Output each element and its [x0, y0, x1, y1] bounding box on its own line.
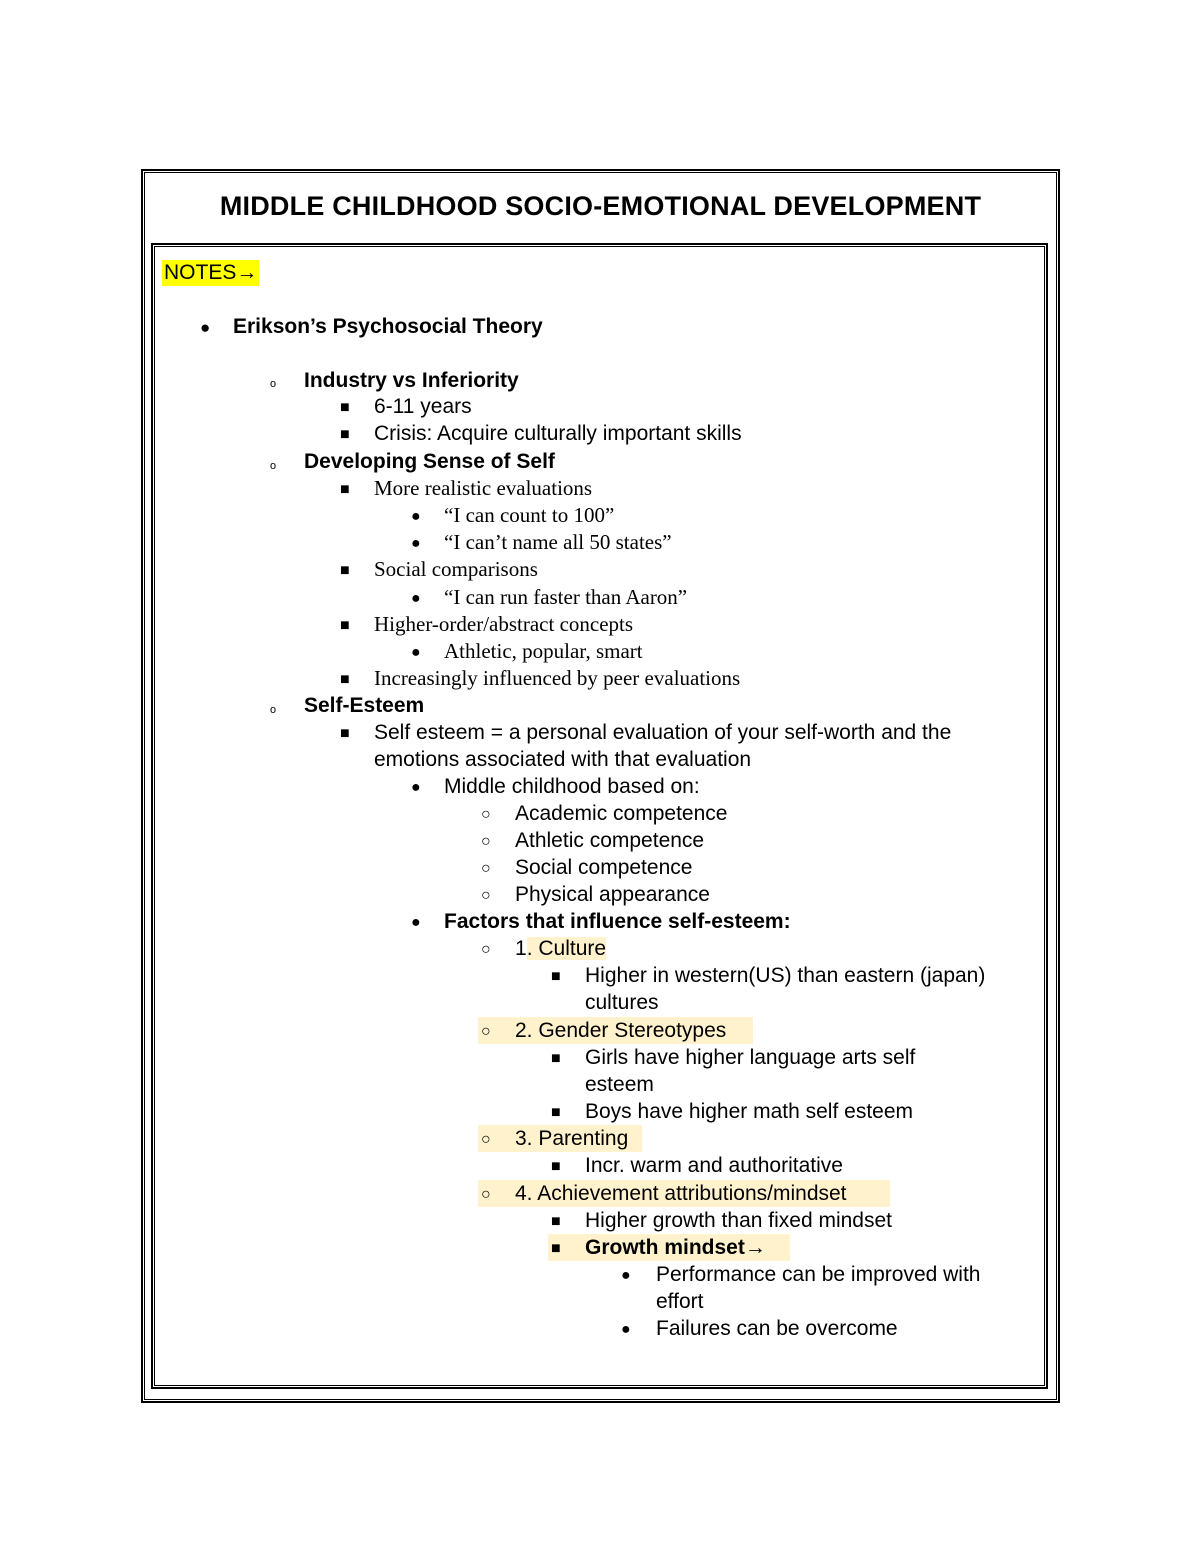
item-growth-fixed: Higher growth than fixed mindset	[585, 1209, 892, 1232]
square-bullet-icon: ■	[551, 1213, 561, 1230]
culture-label: . Culture	[526, 937, 607, 960]
item-peer: Increasingly influenced by peer evaluations	[374, 666, 741, 690]
disc-bullet-icon: ●	[411, 914, 421, 931]
item-parenting: 3. Parenting	[515, 1127, 629, 1150]
item-states: “I can’t name all 50 states”	[444, 530, 672, 554]
document-title: MIDDLE CHILDHOOD SOCIO-EMOTIONAL DEVELOPMENT	[219, 191, 982, 221]
item-physical: Physical appearance	[515, 883, 710, 906]
notes-label: NOTES→	[164, 261, 258, 284]
square-bullet-icon: ■	[340, 562, 350, 579]
square-bullet-icon: ■	[340, 481, 350, 498]
disc-bullet-icon: ●	[411, 590, 421, 607]
item-aaron: “I can run faster than Aaron”	[444, 585, 688, 609]
culture-number: 1	[515, 937, 527, 960]
ring-bullet-icon: ○	[481, 1023, 491, 1040]
disc-bullet-icon: ●	[411, 779, 421, 796]
item-definition-line2: emotions associated with that evaluation	[374, 748, 752, 771]
item-performance-line2: effort	[656, 1290, 704, 1313]
ring-bullet-icon: ○	[481, 860, 491, 877]
document-frame	[141, 169, 1060, 1403]
item-western-line1: Higher in western(US) than eastern (japan)	[585, 964, 986, 987]
square-bullet-icon: ■	[551, 1050, 561, 1067]
square-bullet-icon: ■	[340, 399, 350, 416]
heading-sense-of-self: Developing Sense of Self	[304, 450, 555, 473]
item-culture	[515, 935, 606, 962]
item-girls-line1: Girls have higher language arts self	[585, 1046, 916, 1069]
heading-factors: Factors that influence self-esteem:	[444, 910, 791, 933]
disc-bullet-icon: ●	[621, 1267, 631, 1284]
heading-self-esteem: Self-Esteem	[304, 694, 425, 717]
ring-bullet-icon: ₒ	[270, 699, 277, 716]
ring-bullet-icon: ○	[481, 941, 491, 958]
item-gender: 2. Gender Stereotypes	[515, 1019, 727, 1042]
item-failures: Failures can be overcome	[656, 1317, 898, 1340]
item-count: “I can count to 100”	[444, 503, 615, 527]
square-bullet-icon: ■	[551, 1104, 561, 1121]
ring-bullet-icon: ○	[481, 1131, 491, 1148]
ring-bullet-icon: ○	[481, 806, 491, 823]
item-social: Social competence	[515, 856, 693, 879]
item-performance-line1: Performance can be improved with	[656, 1263, 981, 1286]
item-realistic: More realistic evaluations	[374, 476, 593, 500]
item-higher-order: Higher-order/abstract concepts	[374, 612, 634, 636]
disc-bullet-icon: ●	[411, 508, 421, 525]
square-bullet-icon: ■	[340, 671, 350, 688]
item-athletic-popular: Athletic, popular, smart	[444, 639, 643, 663]
disc-bullet-icon: ●	[621, 1321, 631, 1338]
ring-bullet-icon: ₒ	[270, 455, 277, 472]
item-warm: Incr. warm and authoritative	[585, 1154, 843, 1177]
heading-industry: Industry vs Inferiority	[304, 369, 519, 392]
notes-box	[151, 243, 1048, 1389]
disc-bullet-icon: ●	[200, 318, 211, 337]
square-bullet-icon: ■	[340, 617, 350, 634]
square-bullet-icon: ■	[340, 725, 350, 742]
item-social-comparisons: Social comparisons	[374, 557, 538, 581]
item-based-on: Middle childhood based on:	[444, 775, 700, 798]
item-achievement: 4. Achievement attributions/mindset	[515, 1182, 847, 1205]
square-bullet-icon: ■	[551, 1158, 561, 1175]
square-bullet-icon: ■	[340, 426, 350, 443]
ring-bullet-icon: ○	[481, 833, 491, 850]
item-western-line2: cultures	[585, 991, 659, 1014]
heading-erikson: Erikson’s Psychosocial Theory	[233, 315, 543, 338]
item-athletic: Athletic competence	[515, 829, 705, 852]
ring-bullet-icon: ○	[481, 887, 491, 904]
disc-bullet-icon: ●	[411, 644, 421, 661]
item-definition-line1: Self esteem = a personal evaluation of your self-worth and the	[374, 721, 952, 744]
square-bullet-icon: ■	[551, 1240, 561, 1257]
item-years: 6-11 years	[374, 395, 472, 418]
item-crisis: Crisis: Acquire culturally important skills	[374, 422, 742, 445]
ring-bullet-icon: ₒ	[270, 373, 277, 390]
ring-bullet-icon: ○	[481, 1186, 491, 1203]
disc-bullet-icon: ●	[411, 535, 421, 552]
heading-growth-mindset: Growth mindset→	[585, 1236, 766, 1259]
item-girls-line2: esteem	[585, 1073, 654, 1096]
item-boys: Boys have higher math self esteem	[585, 1100, 914, 1123]
square-bullet-icon: ■	[551, 968, 561, 985]
item-academic: Academic competence	[515, 802, 728, 825]
